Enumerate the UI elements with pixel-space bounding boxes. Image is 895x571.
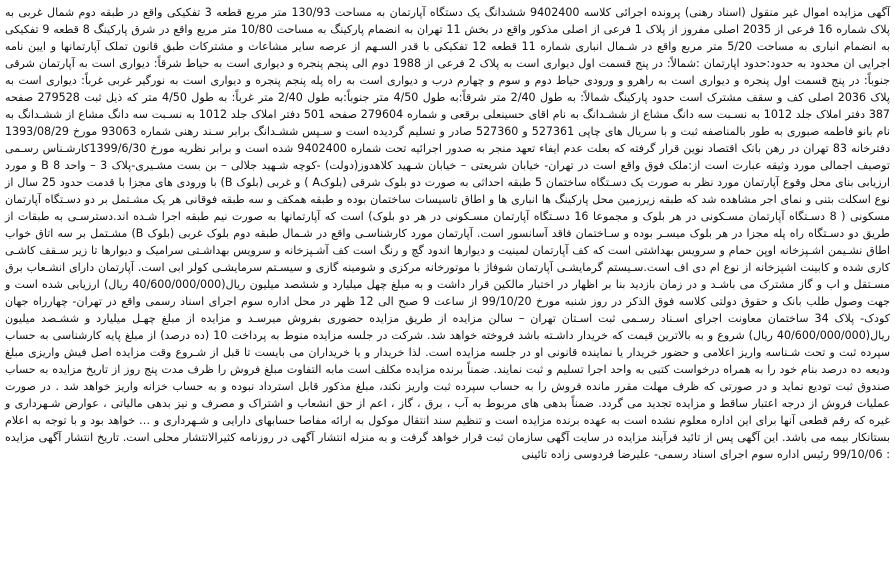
auction-notice-text: آگهی مزایده اموال غیر منقول (اسناد رهنی) پرونده اجرائی کلاسه 9402400 ششدانگ یک دستگاه آپارتمان به مساحت 130/93 متر مربع قطعه 3 تفکیکی واقع در طبقه دوم شمال غربی به پلاک شماره 16 فرعی از 2035 اصلی مفروز از پلاک 1 فرعی از اصلی مذکور واقع در بخش 11 تهران به انضمام پارکینگ به مساحت 10/80 متر مربع واقع در شرق پارکینگ 8 قطعه 9 تفکیکی به انضمام انباری به مساحت 5/20 متر مربع واقع در شـمال انباری شماره 11 قطعه 12 تفکیکی با قدر السـهم از عرصه سایر مشاعات و مشترکات طبق قانون تملک آپارتمانها و ایین نامه اجرایی ان محدود به حدود:حدود اپارتمان :شمالاً: در پنج قسمت اول دیواری است به پلاک 2 فرعی از 1988 دوم الی پنجم پنجره و دیواری است به حیاط شرقاً: دیواری است به آپارتمان شرقی جنوباً: در پنج قسمت اول پنجره و دیواری است به راهرو و ورودی حیاط دوم و سوم و چهارم درب و دیواری است به راه پله پنجم پنجره و دیواری است به نورگیر غربی غرباً: دیواری است به پلاک 2036 اصلی کف و سقف مشترک است حدود پارکینگ شمالاً: به طول 2/40 متر شرقاً:به طول 4/50 متر جنوباً:به طول 2/40 متر غرباً: به طول 4/50 متر که ذیل ثبت 279528 صفحه 387 دفتر املاک جلد 1012 به نسـبت سه دانگ مشاع از ششـدانگ به نام اقای حسینعلی برقعی و شماره 279604 صفحه 501 دفتر املاک جلد 1012 به نسـبت سه دانگ مشاع از ششـدانگ به نام بانو فاطمه صبوری به طور بالمناصفه ثبت و با سریال های چاپی 527361 و 527360 صادر و تسلیم گردیده است و سـپس ششـدانگ برابر سـند رهنی شماره 93063 مورخ 1393/08/29 دفترخانه 83 تهران در رهن بانک اقتصاد نوین قرار گرفته که بعلت عدم ایفاء تعهد منجر به صدور اجرائیه تحت شماره 9402400 شده است و برابر نظریه مورخ 1399/6/30کارشـناس رسـمی توصیف اجمالی مورد وثیقه عبارت است از:ملک فوق واقع است در تهران- خیابان شریعتی – خیابان شـهید کلاهدوز(دولت) -کوچه شـهید جلالی – بن بست مشـیری-پلاک 3 – واحد 8 B و مورد ارزیابی بنای محل وقوع آپارتمان مورد نظر به صورت یک دسـتگاه ساختمان 5 طبقه احداثی به صورت دو بلوک شرقی (بلوکA ) و غربی (بلوک B) با ورودی های مجزا با قدمت حدود 25 سال از نوع اسکلت بتنی و نمای اجر مشاهده شد که طبقه زیرزمین محل پارکینگ ها انباری ها و اطاق تاسیسات ساختمان بوده و طبقه همکف و سه طبقه فوقانی هر یک مشـتمل بر دو دسـتگاه آپارتمان مسکونی ( 8 دسـتگاه آپارتمان مسـکونی در هر بلوک و مجموعا 16 دسـتگاه آپارتمان مسـکونی در هر دو بلوک) است که آپارتمانها به صورت نیم طبقه اجرا شـده اند.دسترسـی به طبقات از طریق دو دسـتگاه راه پله مجزا در هر بلوک میسـر بوده و سـاختمان فاقد آسانسور است. آپارتمان مورد کارشناسـی واقع در شـمال طبقه دوم بلوک غربی (بلوک B) مشـتمل بر سه اتاق خواب اطاق نشـیمن اشـپزخانه اوپن حمام و سرویس بهداشتی است که کف آپارتمان لمینیت و دیوارها اندود گچ و رنگ است کف آشـپزخانه و سرویس بهداشـتی سرامیک و دیوارها تا زیر سـقف کاشـی کاری شده و کابینت اشپزخانه از نوع ام دی اف است.سـیستم گرمایشـی آپارتمان شوفاژ با موتورخانه مرکزی و شومینه گازی و سیسـتم سرمایشـی کولر ابی است. آپارتمان دارای انشـعاب برق مسـتقل و اب و گاز مشترک می باشـد و در زمان بازدید بنا بر اظهار در اختیار مالکین قرار داشت و به مبلغ چهل میلیارد و ششصد میلیون ریال(40/600/000/000 ریال) ارزیابی شده است و جهت وصول طلب بانک و حقوق دولتی کلاسه فوق الذکر در روز شنبه مورخ 99/10/20 از ساعت 9 صبح الی 12 ظهر در محل اداره سوم اجرای اسناد رسمی واقع در تهران- چهارراه جهان کودک- پلاک 34 ساختمان معاونت اجرای اسـناد رسـمی ثبت اسـتان تهران – سالن مزایده از طریق مزایده حضوری بفروش میرسـد و مزایده از مبلغ چهـل میلیارد و ششـصد میلیون ریال(40/600/000/000 ریال) شروع و به بالاترین قیمت که خریدار داشـته باشد فروخته خواهد شد. شرکت در جلسه مزایده منوط به پرداخت 10 (ده درصد) از مبلغ پایه کارشناسی به حساب سپرده ثبت و تحت شـناسه واریز اعلامی و حضور خریدار یا نماینده قانونی او در جلسه مزایده است. لذا خریدار و یا خریداران می بایست تا قبل از شـروع وقت مزایده اصل فیش واریزی مبلغ ودیعه ده درصد بنام خود را به همراه درخواست کتبی به واحد اجرا تسلیم و ثبت نمایند. ضمناً برنده مزایده مکلف است مابه التفاوت مبلغ فروش را ظرف مدت پنج روز از تاریخ مزایده به حساب صندوق ثبت تودیع نماید و در صورتی که ظرف مهلت مقرر مانده فروش را به حساب سپرده ثبت واریز نکند، مبلغ مذکور قابل استرداد نبوده و به حساب خزانه واریز خواهد شد . در صورت عملیات فروش از درجه اعتبار ساقط و مزایده تجدید می گردد. ضمناً بدهی های مربوط به آب ، برق ، گاز ، اعم از حق انشعاب و اشتراک و مصرف و نیز بدهی مالیاتی ، عوارض شـهرداری و غیره که رقم قطعی آنها برای این اداره معلوم نشده است به عهده برنده مزایده است و تنظیم سند انتقال موکول به ارائه مفاصا حسابهای دارایی و شـهرداری و … خواهد بود و با توجه به اعلام بستانکار بیمه می باشد. این آگهی پس از تائید فرآیند مزایده در سایت آگهی سازمان ثبت قرار خواهد گرفت و به منزله انتشار آگهی در روزنامه کثیرالانتشار محلی است. تاریخ انتشار آگهی مزایده : 99/10/06 رئیس اداره سوم اجرای اسناد رسمی- علیرضا فردوسی زاده تائینی (5, 6, 891, 461)
